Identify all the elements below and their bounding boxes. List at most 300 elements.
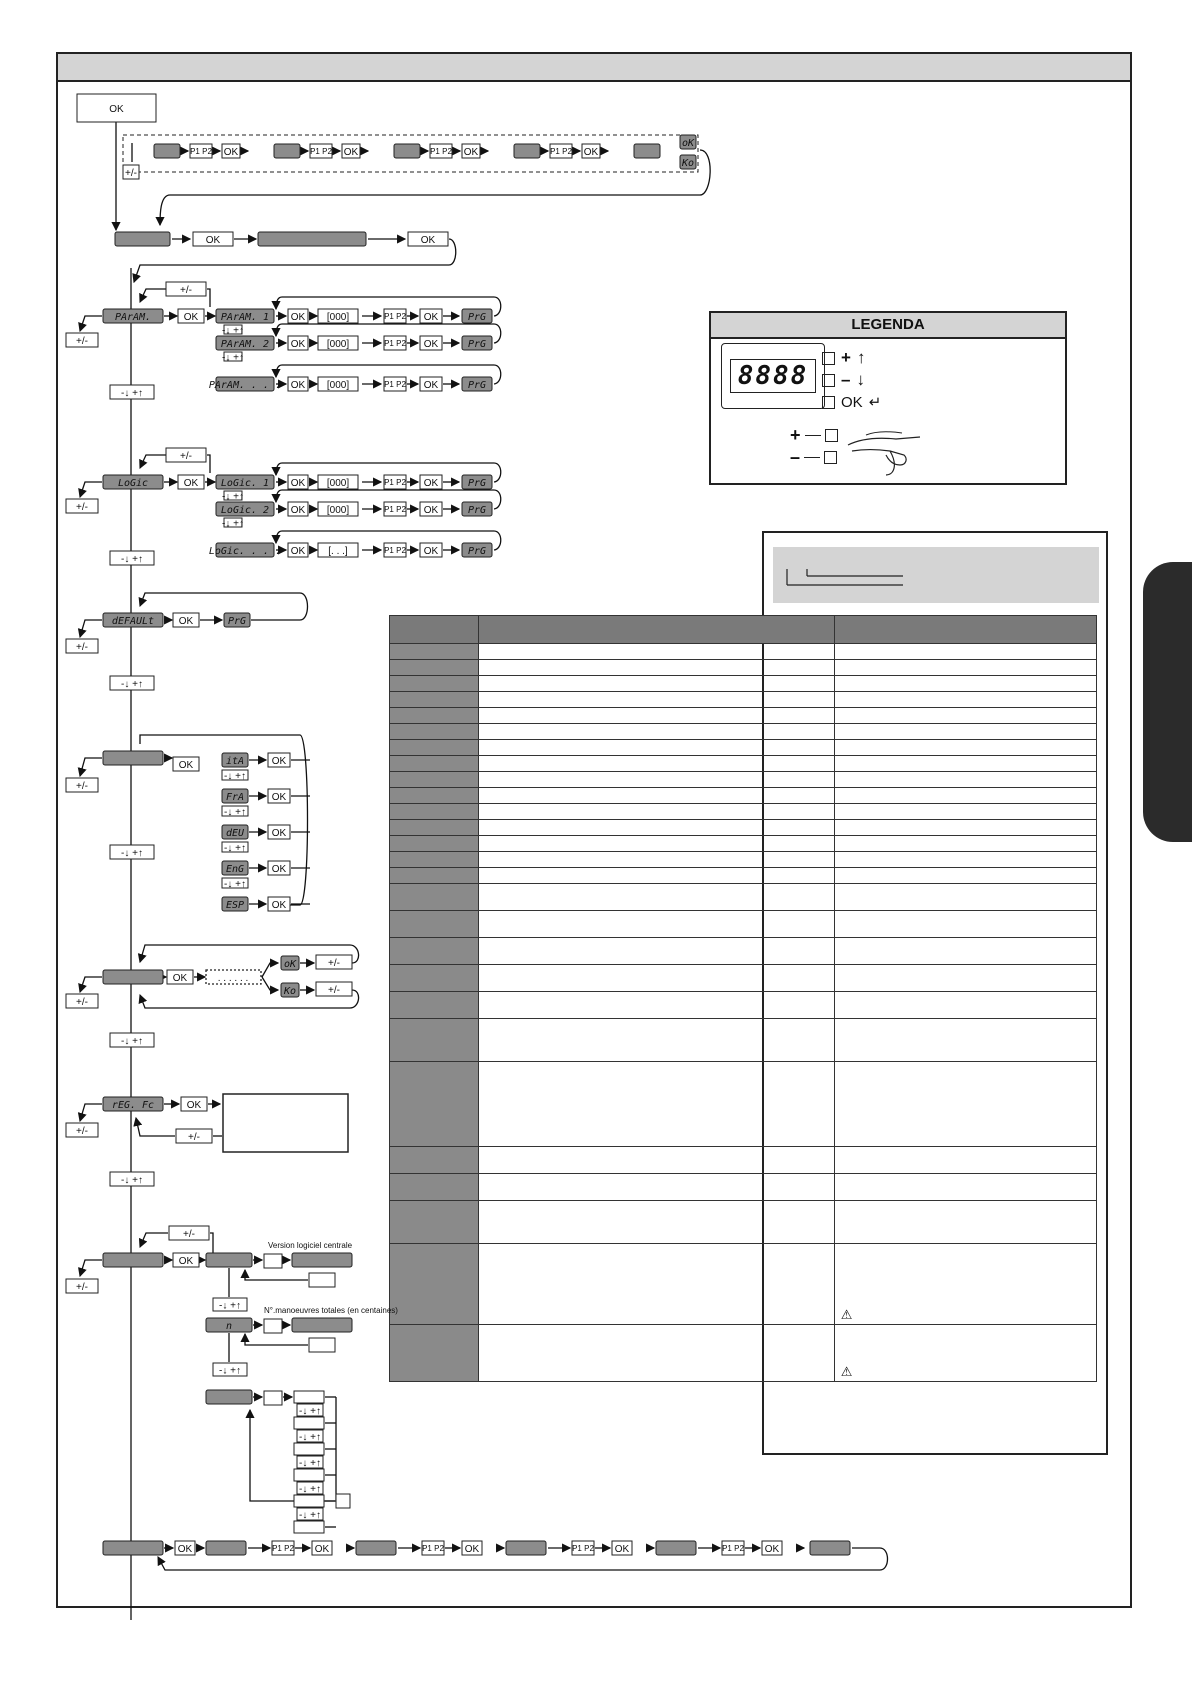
lang-ok-3[interactable] — [268, 861, 290, 875]
regfc-menu[interactable] — [103, 1097, 163, 1111]
logic-item-2[interactable] — [209, 543, 281, 557]
svg-text:OK: OK — [271, 756, 287, 767]
svg-text:OK: OK — [223, 147, 239, 158]
table-cell — [390, 788, 479, 804]
legend-title: LEGENDA — [711, 313, 1065, 339]
info-plusminus-left[interactable] — [66, 1279, 98, 1293]
lang-esp[interactable] — [222, 897, 248, 911]
svg-text:+/-: +/- — [76, 642, 88, 653]
lang-ok-2[interactable] — [268, 825, 290, 839]
table-cell — [478, 1174, 834, 1201]
param-plusminus-left[interactable] — [66, 333, 98, 347]
info-menu[interactable] — [103, 1253, 163, 1267]
test-result-ok[interactable] — [281, 956, 299, 970]
logic-item-0[interactable] — [216, 475, 274, 489]
entry-ok-button[interactable] — [193, 232, 233, 246]
svg-text:OK: OK — [178, 616, 194, 627]
param-item-0[interactable] — [216, 309, 274, 323]
svg-text:LoGic. 2: LoGic. 2 — [220, 505, 270, 516]
entry-long-box[interactable] — [258, 232, 366, 246]
table-cell — [390, 644, 479, 660]
info-plusminus-top[interactable] — [169, 1226, 209, 1240]
test-downup[interactable] — [110, 1033, 154, 1047]
svg-text:PrG: PrG — [467, 478, 487, 489]
svg-text:+/-: +/- — [76, 336, 88, 347]
param-keys-1 — [384, 336, 406, 350]
table-cell — [478, 992, 834, 1019]
table-cell — [834, 965, 1096, 992]
logic-item-downup-0[interactable] — [222, 491, 244, 503]
info-list-item-3[interactable] — [294, 1469, 324, 1481]
svg-text:-↓ +↑: -↓ +↑ — [121, 388, 143, 399]
table-row — [390, 938, 1097, 965]
svg-text:OK: OK — [271, 828, 287, 839]
svg-text:OK: OK — [314, 1544, 330, 1555]
maneuvers-caption: N°.manoeuvres totales (en centaines) — [264, 1306, 398, 1315]
table-cell — [834, 938, 1096, 965]
svg-text:OK: OK — [183, 312, 199, 323]
seq-ok-3[interactable] — [582, 144, 600, 158]
seq-keys-3 — [550, 144, 572, 158]
logic-keys-2 — [384, 543, 406, 557]
table-cell — [390, 852, 479, 868]
param-prg-0[interactable] — [462, 309, 492, 323]
warning-icon: ⚠ — [840, 1307, 853, 1322]
seq-step-1[interactable] — [274, 144, 300, 158]
seq-step-2[interactable] — [394, 144, 420, 158]
table-cell — [478, 740, 834, 756]
param-item-2[interactable] — [209, 377, 281, 391]
entry-ok-button-2[interactable] — [408, 232, 448, 246]
svg-text:+/-: +/- — [188, 1132, 200, 1143]
param-item-ok-1[interactable] — [288, 336, 308, 350]
svg-text:Ko: Ko — [283, 986, 297, 997]
table-cell — [390, 1174, 479, 1201]
info-ok[interactable] — [173, 1253, 199, 1267]
hand-plus-button[interactable] — [825, 429, 838, 442]
table-row — [390, 756, 1097, 772]
display-readout — [730, 359, 816, 393]
test-plusminus-ok[interactable] — [316, 955, 352, 969]
table-row — [390, 820, 1097, 836]
param-item-ok2-0[interactable] — [420, 309, 442, 323]
lang-fra[interactable] — [222, 789, 248, 803]
svg-text:OK: OK — [290, 478, 306, 489]
info-version-box[interactable] — [206, 1253, 252, 1267]
table-cell — [834, 1062, 1096, 1147]
table-cell — [478, 644, 834, 660]
bottom-keys-3 — [722, 1541, 744, 1555]
test-plusminus-ko[interactable] — [316, 982, 352, 996]
table-cell — [478, 708, 834, 724]
info-list-downup-3[interactable] — [297, 1482, 323, 1495]
svg-text:P1 P2: P1 P2 — [430, 147, 452, 156]
bottom-keys-0 — [272, 1541, 294, 1555]
info-version-sub[interactable] — [309, 1273, 335, 1287]
table-row — [390, 676, 1097, 692]
param-prg-1[interactable] — [462, 336, 492, 350]
lang-downup-1[interactable] — [222, 806, 248, 818]
svg-text:PArAM. 1: PArAM. 1 — [220, 312, 270, 323]
table-cell — [390, 938, 479, 965]
svg-text:[000]: [000] — [326, 380, 350, 391]
logic-ok[interactable] — [178, 475, 204, 489]
lang-eng[interactable] — [222, 861, 248, 875]
version-caption: Version logiciel centrale — [268, 1241, 353, 1250]
svg-text:-↓ +↑: -↓ +↑ — [299, 1510, 321, 1521]
logic-plusminus-top[interactable] — [166, 448, 206, 462]
bottom-step-1[interactable] — [356, 1541, 396, 1555]
table-cell — [478, 1201, 834, 1244]
seq-ok-0[interactable] — [222, 144, 240, 158]
language-ok[interactable] — [173, 757, 199, 771]
svg-text:P1 P2: P1 P2 — [272, 1544, 294, 1553]
legend-ok-button[interactable] — [822, 396, 835, 409]
table-cell — [390, 1019, 479, 1062]
table-cell — [478, 692, 834, 708]
logic-item-ok2-0[interactable] — [420, 475, 442, 489]
svg-text:PArAM. 2: PArAM. 2 — [220, 339, 270, 350]
param-item-downup-1[interactable] — [222, 352, 244, 364]
test-menu[interactable] — [103, 970, 163, 984]
table-cell — [478, 1244, 834, 1325]
bottom-ok[interactable] — [175, 1541, 195, 1555]
table-row — [390, 911, 1097, 938]
table-cell — [834, 756, 1096, 772]
svg-text:OK: OK — [186, 1100, 202, 1111]
svg-text:OK: OK — [423, 312, 439, 323]
language-downup[interactable] — [110, 845, 154, 859]
language-plusminus[interactable] — [66, 778, 98, 792]
info-counter-box[interactable] — [206, 1318, 252, 1332]
hand-minus-button[interactable] — [824, 451, 837, 464]
svg-text:OK: OK — [463, 147, 479, 158]
info-list-item-4[interactable] — [294, 1495, 324, 1507]
table-row — [390, 884, 1097, 911]
table-cell — [478, 772, 834, 788]
seq-step-0[interactable] — [154, 144, 180, 158]
svg-text:PrG: PrG — [467, 505, 487, 516]
bottom-ok-0[interactable] — [312, 1541, 332, 1555]
table-row — [390, 1244, 1097, 1325]
info-list-item-5[interactable] — [294, 1521, 324, 1533]
bottom-ok-3[interactable] — [762, 1541, 782, 1555]
table-row — [390, 1147, 1097, 1174]
param-item-1[interactable] — [216, 336, 274, 350]
svg-text:+/-: +/- — [76, 997, 88, 1008]
table-cell — [834, 676, 1096, 692]
bottom-step-2[interactable] — [506, 1541, 546, 1555]
table-cell — [390, 965, 479, 992]
svg-text:P1 P2: P1 P2 — [384, 478, 406, 487]
table-cell — [478, 1325, 834, 1382]
svg-text:OK: OK — [423, 380, 439, 391]
svg-text:LoGic. . . .: LoGic. . . . — [208, 546, 282, 557]
seq-plusminus[interactable] — [123, 165, 139, 179]
svg-text:OK: OK — [423, 546, 439, 557]
info-downup-2[interactable] — [213, 1363, 247, 1377]
seq-result-ko[interactable] — [680, 155, 696, 169]
seq-keys-2 — [430, 144, 452, 158]
table-cell — [834, 820, 1096, 836]
warning-icon: ⚠ — [840, 1364, 853, 1379]
table-row — [390, 836, 1097, 852]
svg-text:PrG: PrG — [467, 546, 487, 557]
table-cell — [834, 868, 1096, 884]
svg-text:n: n — [225, 1321, 233, 1332]
table-cell — [390, 724, 479, 740]
ok-start-button[interactable] — [77, 94, 156, 122]
lang-downup-0[interactable] — [222, 770, 248, 782]
param-value-2[interactable] — [318, 377, 358, 391]
seq-keys-0 — [190, 144, 212, 158]
table-cell — [390, 992, 479, 1019]
param-item-ok2-1[interactable] — [420, 336, 442, 350]
svg-text:-↓ +↑: -↓ +↑ — [224, 771, 246, 782]
svg-text:OK: OK — [178, 1256, 194, 1267]
svg-text:-↓ +↑: -↓ +↑ — [222, 325, 244, 337]
table-row — [390, 1019, 1097, 1062]
logic-item-ok2-1[interactable] — [420, 502, 442, 516]
svg-text:P1 P2: P1 P2 — [310, 147, 332, 156]
default-prg[interactable] — [224, 613, 250, 627]
svg-text:OK: OK — [423, 478, 439, 489]
svg-text:OK: OK — [271, 792, 287, 803]
logic-item-ok-2[interactable] — [288, 543, 308, 557]
test-dots: . . . . . . — [217, 973, 249, 984]
table-row — [390, 868, 1097, 884]
table-cell — [390, 1147, 479, 1174]
info-list-item-1[interactable] — [294, 1417, 324, 1429]
note-box — [773, 547, 1099, 603]
table-cell — [478, 1147, 834, 1174]
svg-text:-↓ +↑: -↓ +↑ — [219, 1365, 241, 1377]
svg-text:dEFAULt: dEFAULt — [111, 616, 155, 627]
param-value-1[interactable] — [318, 336, 358, 350]
info-list-downup-0[interactable] — [297, 1404, 323, 1417]
lang-deu[interactable] — [222, 825, 248, 839]
svg-text:LoGic. 1: LoGic. 1 — [220, 478, 270, 489]
table-cell — [834, 992, 1096, 1019]
info-list-item-2[interactable] — [294, 1443, 324, 1455]
table-cell — [478, 884, 834, 911]
param-item-ok2-2[interactable] — [420, 377, 442, 391]
info-list-downup-2[interactable] — [297, 1456, 323, 1469]
info-list-item-0[interactable] — [294, 1391, 324, 1403]
svg-text:OK: OK — [614, 1544, 630, 1555]
logic-item-1[interactable] — [216, 502, 274, 516]
logic-item-ok2-2[interactable] — [420, 543, 442, 557]
svg-text:[000]: [000] — [326, 505, 350, 516]
logic-item-ok-0[interactable] — [288, 475, 308, 489]
svg-text:OK: OK — [178, 760, 194, 771]
logic-value-1[interactable] — [318, 502, 358, 516]
table-cell — [834, 740, 1096, 756]
svg-text:+/-: +/- — [76, 781, 88, 792]
seq-result-ok[interactable] — [680, 135, 696, 149]
test-result-ko[interactable] — [281, 983, 299, 997]
svg-text:P1 P2: P1 P2 — [722, 1544, 744, 1553]
seq-step-3[interactable] — [514, 144, 540, 158]
bottom-step-3[interactable] — [656, 1541, 696, 1555]
info-list-downup-1[interactable] — [297, 1430, 323, 1443]
svg-text:-↓ +↑: -↓ +↑ — [219, 1300, 241, 1312]
default-ok[interactable] — [173, 613, 199, 627]
svg-text:-↓ +↑: -↓ +↑ — [222, 491, 244, 503]
lang-downup-3[interactable] — [222, 878, 248, 890]
hand-icon — [846, 421, 926, 477]
default-menu[interactable] — [103, 613, 163, 627]
table-cell — [478, 676, 834, 692]
info-version-key[interactable] — [264, 1254, 282, 1268]
param-value-0[interactable] — [318, 309, 358, 323]
default-downup[interactable] — [110, 676, 154, 690]
legend-ok-row — [822, 394, 881, 410]
param-prg-2[interactable] — [462, 377, 492, 391]
svg-text:[000]: [000] — [326, 312, 350, 323]
param-ok[interactable] — [178, 309, 204, 323]
table-cell — [834, 1147, 1096, 1174]
svg-text:Ko: Ko — [681, 158, 695, 169]
svg-text:-↓ +↑: -↓ +↑ — [224, 879, 246, 890]
table-cell — [390, 708, 479, 724]
table-row — [390, 1325, 1097, 1382]
regfc-plusminus-left[interactable] — [66, 1123, 98, 1137]
lang-ok-4[interactable] — [268, 897, 290, 911]
info-list-key[interactable] — [264, 1391, 282, 1405]
param-item-ok-0[interactable] — [288, 309, 308, 323]
table-cell — [390, 1325, 479, 1382]
table-cell — [834, 708, 1096, 724]
logic-keys-0 — [384, 475, 406, 489]
svg-text:-↓ +↑: -↓ +↑ — [224, 843, 246, 854]
param-item-downup-0[interactable] — [222, 325, 244, 337]
table-cell — [478, 852, 834, 868]
info-counter-value[interactable] — [292, 1318, 352, 1332]
seq-ok-1[interactable] — [342, 144, 360, 158]
table-row — [390, 852, 1097, 868]
logic-prg-0[interactable] — [462, 475, 492, 489]
logic-downup[interactable] — [110, 551, 154, 565]
lang-ok-0[interactable] — [268, 753, 290, 767]
seq-step-4[interactable] — [634, 144, 660, 158]
main-entry-box[interactable] — [115, 232, 170, 246]
logic-value-0[interactable] — [318, 475, 358, 489]
svg-text:EnG: EnG — [225, 864, 245, 875]
seq-ok-2[interactable] — [462, 144, 480, 158]
default-plusminus[interactable] — [66, 639, 98, 653]
svg-text:OK: OK — [423, 505, 439, 516]
svg-text:OK: OK — [343, 147, 359, 158]
svg-text:PrG: PrG — [467, 380, 487, 391]
param-item-ok-2[interactable] — [288, 377, 308, 391]
table-header — [390, 616, 1097, 644]
table-cell — [834, 724, 1096, 740]
legend-plus-button[interactable] — [822, 352, 835, 365]
seq-keys-1 — [310, 144, 332, 158]
info-list-downup-4[interactable] — [297, 1508, 323, 1521]
info-downup-1[interactable] — [213, 1298, 247, 1312]
table-cell — [478, 1062, 834, 1147]
table-cell — [390, 836, 479, 852]
bottom-ok-2[interactable] — [612, 1541, 632, 1555]
bottom-menu[interactable] — [103, 1541, 163, 1555]
bottom-ok-1[interactable] — [462, 1541, 482, 1555]
logic-prg-1[interactable] — [462, 502, 492, 516]
logic-prg-2[interactable] — [462, 543, 492, 557]
logic-menu[interactable] — [103, 475, 163, 489]
svg-text:[000]: [000] — [326, 339, 350, 350]
param-downup[interactable] — [110, 385, 154, 399]
svg-text:OK: OK — [290, 546, 306, 557]
legend-minus-row — [822, 372, 865, 388]
lang-downup-2[interactable] — [222, 842, 248, 854]
table-row — [390, 1174, 1097, 1201]
regfc-plusminus-bottom[interactable] — [176, 1129, 212, 1143]
regfc-ok[interactable] — [181, 1097, 207, 1111]
language-menu[interactable] — [103, 751, 163, 765]
info-counter-sub[interactable] — [309, 1338, 335, 1352]
table-row — [390, 804, 1097, 820]
test-ok[interactable] — [167, 970, 193, 984]
info-list-end[interactable] — [336, 1494, 350, 1508]
svg-text:OK: OK — [271, 900, 287, 911]
info-counter-key[interactable] — [264, 1319, 282, 1333]
param-menu[interactable] — [103, 309, 163, 323]
test-plusminus-left[interactable] — [66, 994, 98, 1008]
table-cell — [834, 692, 1096, 708]
logic-plusminus-left[interactable] — [66, 499, 98, 513]
svg-text:P1 P2: P1 P2 — [422, 1544, 444, 1553]
table-cell — [834, 911, 1096, 938]
param-plusminus-top[interactable] — [166, 282, 206, 296]
logic-item-ok-1[interactable] — [288, 502, 308, 516]
table-cell — [834, 788, 1096, 804]
display-digits: 8888 — [737, 361, 809, 391]
table-cell — [834, 1174, 1096, 1201]
legend-plus-row — [822, 350, 865, 366]
table-row — [390, 788, 1097, 804]
svg-text:OK: OK — [583, 147, 599, 158]
svg-text:OK: OK — [177, 1544, 193, 1555]
bottom-step-final[interactable] — [810, 1541, 850, 1555]
table-cell — [834, 1019, 1096, 1062]
info-version-value[interactable] — [292, 1253, 352, 1267]
svg-text:OK: OK — [290, 505, 306, 516]
table-cell — [834, 836, 1096, 852]
svg-text:OK: OK — [109, 104, 124, 115]
table-cell — [834, 852, 1096, 868]
svg-text:[. . .]: [. . .] — [328, 546, 348, 557]
svg-text:P1 P2: P1 P2 — [384, 380, 406, 389]
svg-text:ESP: ESP — [225, 900, 245, 911]
lang-ita[interactable] — [222, 753, 248, 767]
info-list-box[interactable] — [206, 1390, 252, 1404]
legend-minus-label: – — [841, 370, 851, 389]
table-row — [390, 772, 1097, 788]
table-cell — [390, 804, 479, 820]
legend-minus-button[interactable] — [822, 374, 835, 387]
svg-text:OK: OK — [290, 339, 306, 350]
svg-text:itA: itA — [225, 756, 245, 767]
logic-value-2[interactable] — [318, 543, 358, 557]
bottom-step-0[interactable] — [206, 1541, 246, 1555]
table-row — [390, 1201, 1097, 1244]
svg-text:OK: OK — [423, 339, 439, 350]
logic-item-downup-1[interactable] — [222, 518, 244, 530]
regfc-downup[interactable] — [110, 1172, 154, 1186]
lang-ok-1[interactable] — [268, 789, 290, 803]
